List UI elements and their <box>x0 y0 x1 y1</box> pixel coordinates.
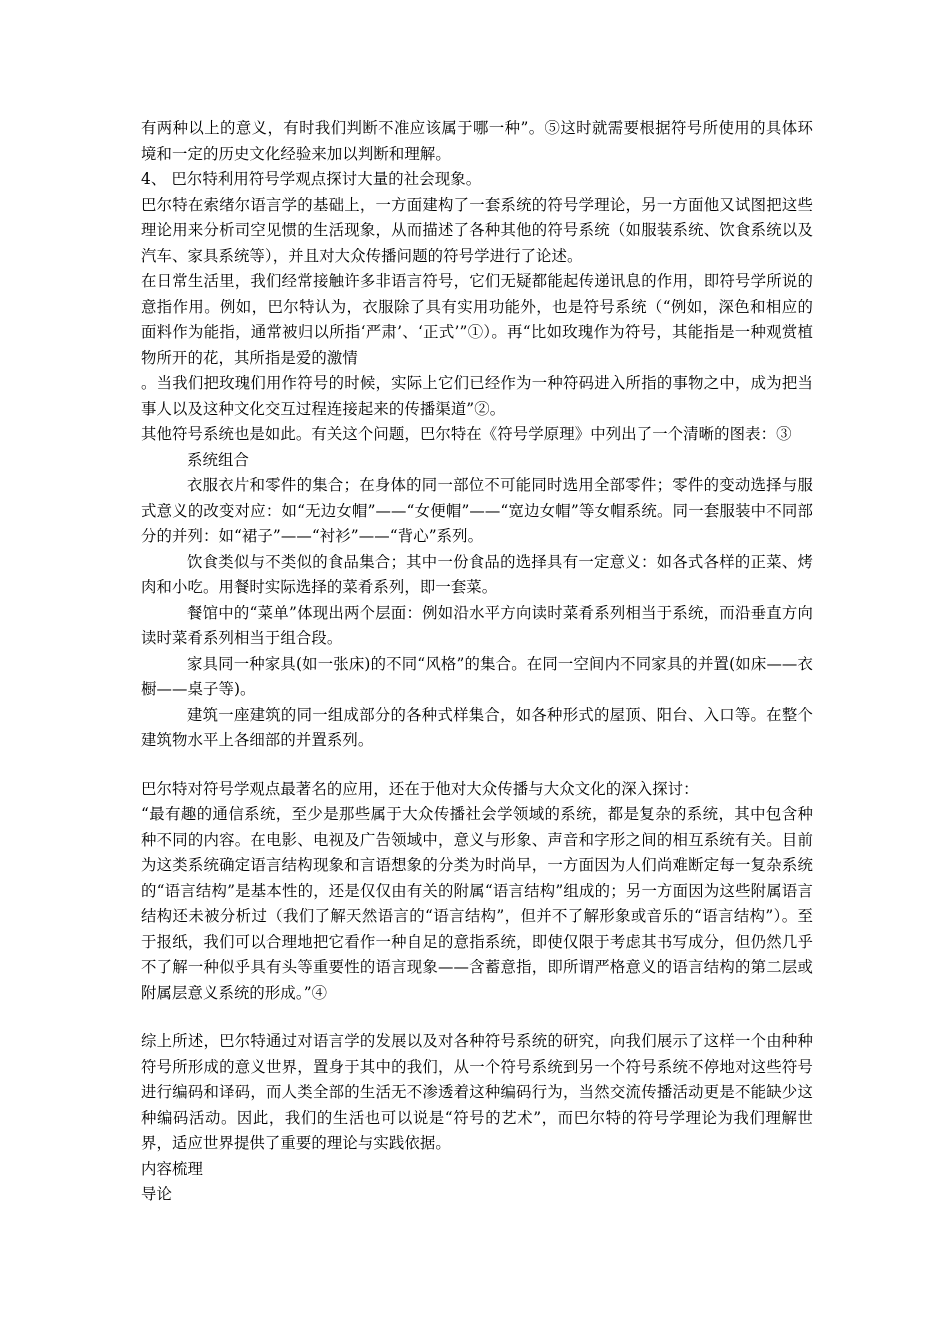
table-row-food: 饮食类似与不类似的食品集合；其中一份食品的选择具有一定意义：如各式各样的正菜、烤肉和小吃。用餐时实际选择的菜肴系列，即一套菜。 <box>141 552 813 596</box>
heading-content-review: 内容梳理 <box>141 1159 203 1178</box>
table-row-menu: 餐馆中的“菜单”体现出两个层面：例如沿水平方向读时菜肴系列相当于系统，而沿垂直方向读时菜肴系列相当于组合段。 <box>141 603 813 647</box>
paragraph-daily-life: 在日常生活里，我们经常接触许多非语言符号，它们无疑都能起传递讯息的作用，即符号学所说的意指作用。例如，巴尔特认为，衣服除了具有实用功能外，也是符号系统（“例如，深色和相应的面料作为能指，通常被归以所指‘严肃’、‘正式’”①）。再“比如玫瑰作为符号，其能指是一种观赏植物所开的花，其所指是爱的激情 <box>141 272 813 367</box>
paragraph-rose-continuation: 。当我们把玫瑰们用作符号的时候，实际上它们已经作为一种符码进入所指的事物之中，成为把当事人以及这种文化交互过程连接起来的传播渠道”②。 <box>141 374 813 418</box>
table-row-clothing: 衣服衣片和零件的集合；在身体的同一部位不可能同时选用全部零件；零件的变动选择与服式意义的改变对应：如“无边女帽”——“女便帽”——“宽边女帽”等女帽系统。同一套服装中不同部分的并列：如“裙子”——“衬衫”——“背心”系列。 <box>141 476 813 545</box>
table-title: 系统组合 <box>187 450 249 469</box>
blank-line <box>141 754 813 777</box>
document-page <box>141 116 813 1208</box>
paragraph-mass-communication: 巴尔特对符号学观点最著名的应用，还在于他对大众传播与大众文化的深入探讨： <box>141 779 699 798</box>
paragraph-continuation: 有两种以上的意义，有时我们判断不准应该属于哪一种”。⑤这时就需要根据符号所使用的具体环境和一定的历史文化经验来加以判断和理解。 <box>141 119 813 163</box>
paragraph-other-systems: 其他符号系统也是如此。有关这个问题，巴尔特在《符号学原理》中列出了一个清晰的图表：③ <box>141 425 792 443</box>
paragraph-conclusion: 综上所述，巴尔特通过对语言学的发展以及对各种符号系统的研究，向我们展示了这样一个由种种符号所形成的意义世界，置身于其中的我们，从一个符号系统到另一个符号系统不停地对这些符号进行编码和译码，而人类全部的生活无不渗透着这种编码行为，当然交流传播活动更是不能缺少这种编码活动。因此，我们的生活也可以说是“符号的艺术”，而巴尔特的符号学理论为我们理解世界，适应世界提供了重要的理论与实践依据。 <box>141 1032 813 1152</box>
table-row-architecture: 建筑一座建筑的同一组成部分的各种式样集合，如各种形式的屋顶、阳台、入口等。在整个建筑物水平上各细部的并置系列。 <box>141 705 813 749</box>
paragraph-barthes-theory: 巴尔特在索绪尔语言学的基础上，一方面建构了一套系统的符号学理论，另一方面他又试图把这些理论用来分析司空见惯的生活现象，从而描述了各种其他的符号系统（如服装系统、饮食系统以及汽车、家具系统等），并且对大众传播问题的符号学进行了论述。 <box>141 195 813 265</box>
system-table <box>141 448 813 754</box>
paragraph-quotation: “最有趣的通信系统，至少是那些属于大众传播社会学领域的系统，都是复杂的系统，其中包含种种不同的内容。在电影、电视及广告领域中，意义与形象、声音和字形之间的相互系统有关。目前为这类系统确定语言结构现象和言语想象的分类为时尚早，一方面因为人们尚难断定每一复杂系统的“语言结构”是基本性的，还是仅仅由有关的附属“语言结构”组成的；另一方面因为这些附属语言结构还未被分析过（我们了解天然语言的“语言结构”，但并不了解形象或音乐的“语言结构”）。至于报纸，我们可以合理地把它看作一种自足的意指系统，即使仅限于考虑其书写成分，但仍然几乎不了解一种似乎具有头等重要性的语言现象——含蓄意指，即所谓严格意义的语言结构的第二层或附属层意义系统的形成。”④ <box>141 805 813 1002</box>
heading-introduction: 导论 <box>141 1185 172 1203</box>
blank-line <box>141 1006 813 1029</box>
section-heading-4: 4、 巴尔特利用符号学观点探讨大量的社会现象。 <box>141 170 482 188</box>
table-row-furniture: 家具同一种家具(如一张床)的不同“风格”的集合。在同一空间内不同家具的并置(如床——衣橱——桌子等)。 <box>141 654 813 698</box>
